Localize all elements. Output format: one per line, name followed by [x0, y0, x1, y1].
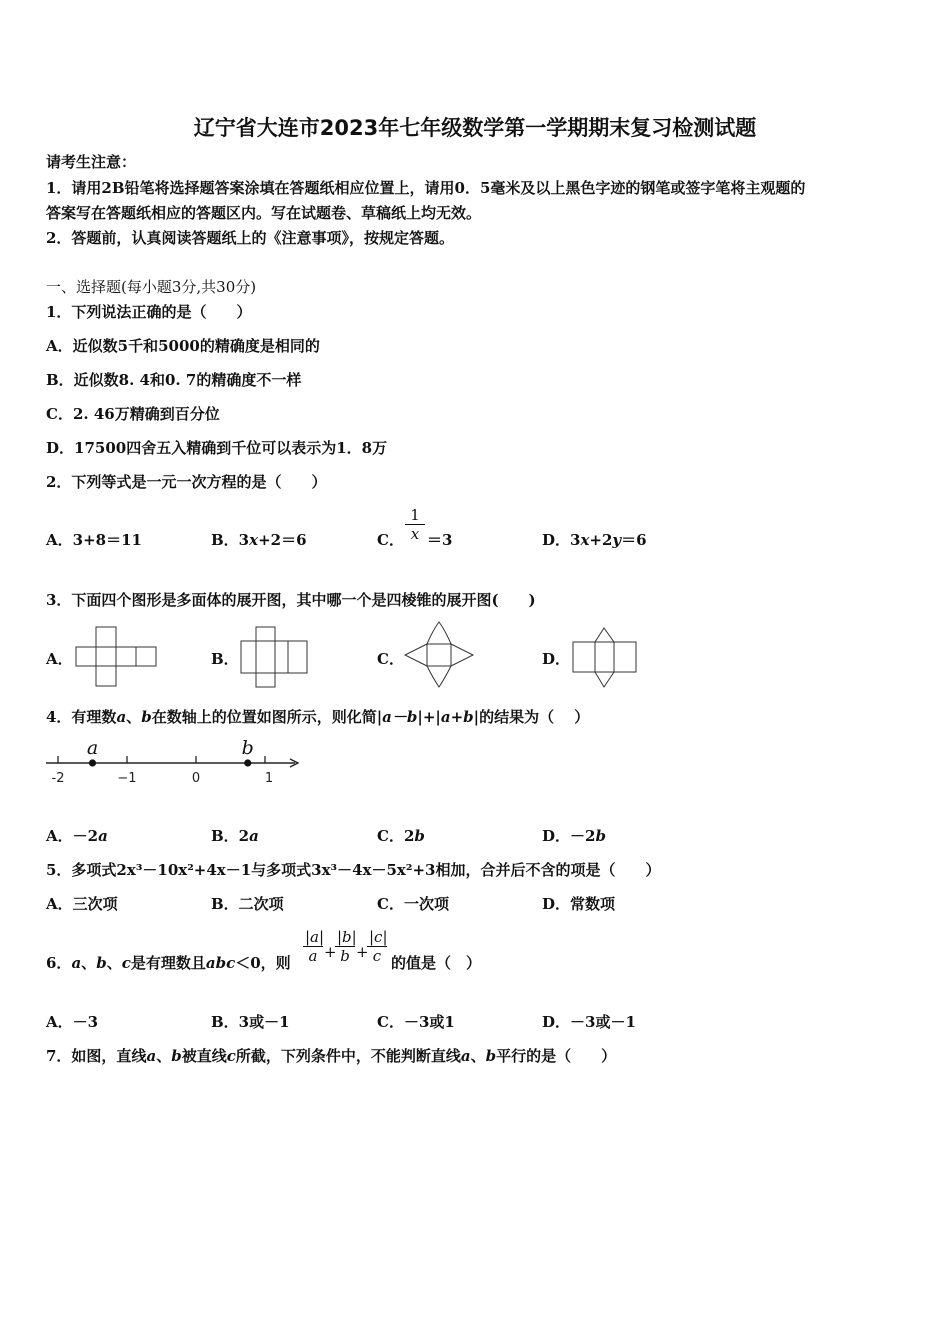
net-d-figure — [572, 626, 640, 690]
q3-option-d: D． — [542, 650, 571, 668]
q4-option-c: C．2b — [377, 827, 425, 845]
q3-stem: 3．下面四个图形是多面体的展开图，其中哪一个是四棱锥的展开图( ) — [46, 591, 536, 609]
q2-option-b: B．3x+2＝6 — [211, 531, 307, 549]
q5-option-d: D．常数项 — [542, 895, 616, 913]
q1-option-b: B．近似数8. 4和0. 7的精确度不一样 — [46, 371, 302, 389]
q4-option-b: B．2a — [211, 827, 259, 845]
point-b-label: b — [241, 737, 254, 759]
q1-stem: 1．下列说法正确的是（ ） — [46, 303, 252, 321]
point-a-label: a — [86, 737, 99, 759]
net-a-figure — [75, 626, 157, 688]
q2-option-a: A．3+8＝11 — [46, 531, 142, 549]
q3-option-b: B． — [211, 650, 239, 668]
q5-option-c: C．一次项 — [377, 895, 449, 913]
q7-stem: 7．如图，直线a、b被直线c所截，下列条件中，不能判断直线a、b平行的是（ ） — [46, 1047, 617, 1065]
q6-option-b: B．3或－1 — [211, 1013, 290, 1031]
q5-stem: 5．多项式2x³－10x²+4x－1与多项式3x³－4x－5x²+3相加，合并后不含的项是（ ） — [46, 861, 661, 879]
q6-option-a: A．－3 — [46, 1013, 99, 1031]
notice-line-1b: 答案写在答题纸相应的答题区内。写在试题卷、草稿纸上均无效。 — [46, 204, 482, 222]
notice-heading: 请考生注意： — [46, 153, 137, 171]
q5-option-a: A．三次项 — [46, 895, 118, 913]
number-line-tick-label: 0 — [191, 771, 201, 786]
q5-option-b: B．二次项 — [211, 895, 284, 913]
q6-option-d: D．－3或－1 — [542, 1013, 636, 1031]
q4-stem: 4．有理数a、b在数轴上的位置如图所示，则化简|a－b|+|a+b|的结果为（ ） — [46, 708, 590, 726]
q2-option-c-label: C． — [377, 531, 404, 549]
q1-option-c: C．2. 46万精确到百分位 — [46, 405, 220, 423]
q6-fraction-c: $\frac{|c|}{c}$ — [369, 928, 388, 965]
q6-fraction-b: $\frac{|b|}{b}$ — [337, 928, 357, 965]
number-line — [40, 738, 305, 790]
q2-option-c-rhs: ＝3 — [427, 531, 453, 549]
net-b-figure — [240, 626, 310, 689]
notice-line-1a: 1．请用2B铅笔将选择题答案涂填在答题纸相应位置上，请用0．5毫米及以上黑色字迹的钢笔或签字笔将主观题的 — [46, 179, 806, 197]
number-line-tick-label: 1 — [264, 771, 274, 786]
point-a — [89, 759, 96, 766]
q4-option-a: A．－2a — [46, 827, 108, 845]
q3-option-a: A． — [46, 650, 73, 668]
q4-option-d: D．－2b — [542, 827, 606, 845]
q6-option-c: C．－3或1 — [377, 1013, 455, 1031]
q6-stem: 6．a、b、c是有理数且abc＜0，则 — [46, 954, 291, 972]
q3-option-c: C． — [377, 650, 404, 668]
q6-plus-1: + — [324, 943, 337, 961]
number-line-tick-label: −1 — [117, 771, 137, 786]
q1-option-d: D．17500四舍五入精确到千位可以表示为1．8万 — [46, 439, 388, 457]
point-b — [244, 759, 251, 766]
q6-plus-2: + — [356, 943, 369, 961]
q2-option-d: D．3x+2y＝6 — [542, 531, 647, 549]
notice-line-2: 2．答题前，认真阅读答题纸上的《注意事项》，按规定答题。 — [46, 229, 454, 247]
q6-stem-end: 的值是（ ） — [391, 954, 482, 972]
q1-option-a: A．近似数5千和5000的精确度是相同的 — [46, 337, 320, 355]
number-line-tick-label: -2 — [51, 771, 65, 786]
q6-fraction-a: $\frac{|a|}{a}$ — [305, 928, 325, 965]
q2-stem: 2．下列等式是一元一次方程的是（ ） — [46, 473, 327, 491]
q2-option-c-fraction: $\frac{1}{x}$ — [405, 506, 425, 543]
page-title: 辽宁省大连市2023年七年级数学第一学期期末复习检测试题 — [193, 116, 757, 140]
section-heading: 一、选择题(每小题3分,共30分) — [46, 278, 257, 296]
net-c-figure — [403, 620, 475, 690]
